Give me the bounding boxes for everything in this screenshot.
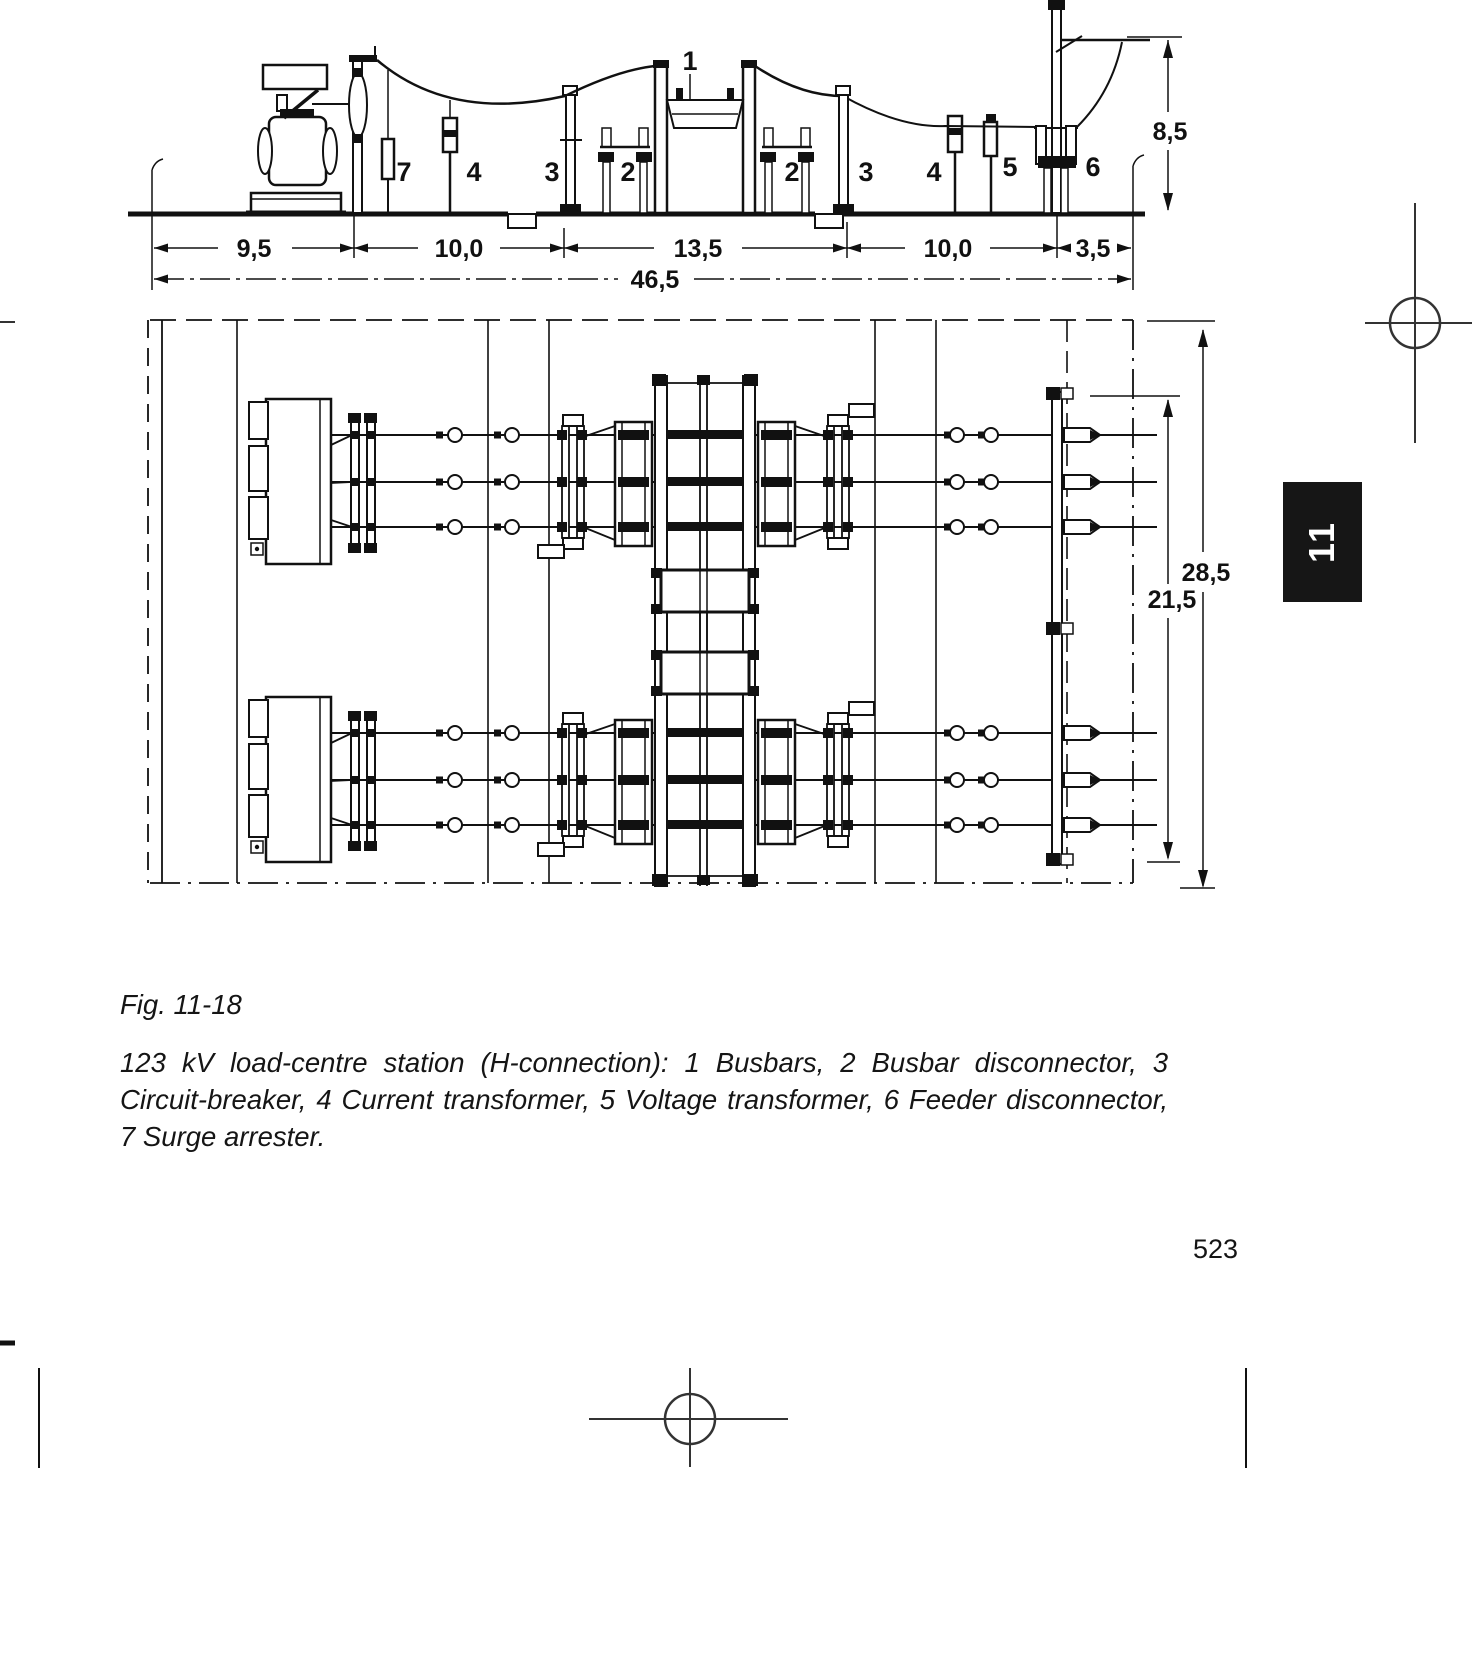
- conductor-span-right: [843, 96, 1038, 127]
- current-transformer-left-elevation: [443, 100, 457, 213]
- label-ct-left: 4: [466, 157, 482, 187]
- busbar-portal-elevation: [653, 60, 757, 213]
- elevation-drawing: [128, 0, 1182, 290]
- conductor-span-left: [377, 60, 565, 104]
- central-gantry-structure: [651, 374, 759, 886]
- page-number: 523: [1192, 1234, 1238, 1264]
- transformer-elevation: [246, 65, 353, 212]
- current-transformer-right-elevation: [948, 116, 962, 213]
- label-surge-arrester: 7: [396, 157, 412, 187]
- label-voltage-transformer: 5: [1002, 152, 1018, 182]
- circuit-breaker-plan-left: [615, 422, 652, 546]
- label-feeder-disconnector: 6: [1085, 152, 1101, 182]
- dim-10-0-left: 10,0: [434, 235, 484, 263]
- dim-10-0-right: 10,0: [923, 235, 973, 263]
- equipment-pad-right: [849, 404, 874, 417]
- circuit-breaker-plan-right: [758, 422, 795, 546]
- label-breaker-left: 3: [544, 157, 560, 187]
- portal-mast-left: [349, 46, 377, 213]
- voltage-transformer-elevation: [984, 114, 997, 213]
- registration-marks: [0, 203, 1472, 1468]
- figure-number: Fig. 11-18: [120, 989, 242, 1020]
- dim-28-5: 28,5: [1181, 559, 1231, 587]
- dim-46-5: 46,5: [630, 266, 680, 294]
- circuit-breaker-left-elevation: [560, 86, 582, 213]
- figure-caption: 123 kV load-centre station (H-connection): 1 Busbars, 2 Busbar disconnector, 3 Circuit-breaker, 4 Current transformer, 5 Voltage transformer, 6 Feeder disconnector, 7 Surge arrester.: [120, 1047, 1168, 1152]
- label-disconnector-right: 2: [784, 157, 800, 187]
- label-ct-right: 4: [926, 157, 942, 187]
- equipment-pad-left: [538, 545, 564, 558]
- feeder-gantry-plan: [1046, 387, 1073, 866]
- dim-13-5: 13,5: [673, 235, 723, 263]
- dim-3-5: 3,5: [1075, 235, 1111, 263]
- label-busbars: 1: [682, 46, 698, 76]
- dim-9-5: 9,5: [236, 235, 272, 263]
- label-breaker-right: 3: [858, 157, 874, 187]
- figure-caption-block: [120, 986, 1168, 1155]
- surge-arrester-elevation: [382, 70, 394, 213]
- dim-8-5: 8,5: [1152, 118, 1188, 146]
- dim-21-5: 21,5: [1147, 586, 1197, 614]
- circuit-breaker-right-elevation: [833, 86, 854, 213]
- chapter-tab: [1283, 482, 1362, 602]
- chapter-tab-number: 11: [1301, 520, 1343, 564]
- label-disconnector-left: 2: [620, 157, 636, 187]
- plan-drawing: [148, 320, 1215, 888]
- registration-mark-right-icon: [1365, 203, 1472, 443]
- registration-mark-bottom-icon: [589, 1368, 788, 1467]
